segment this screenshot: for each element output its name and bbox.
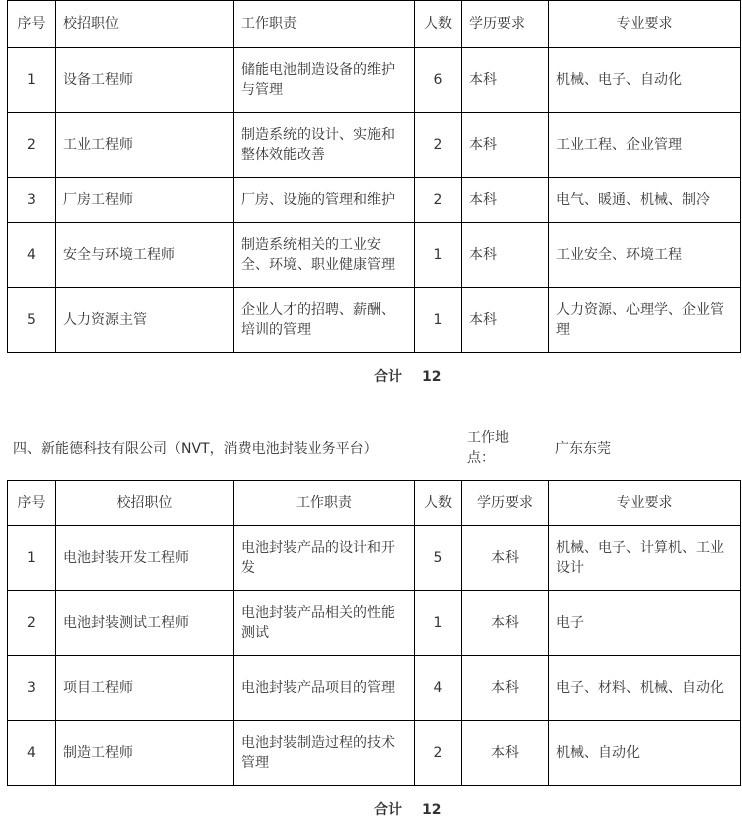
header-duty: 工作职责 [234,481,415,526]
header-major: 专业要求 [549,481,741,526]
row-count: 2 [415,178,462,223]
row-no: 4 [8,721,56,786]
row-education: 本科 [462,113,549,178]
company-title: 四、新能德科技有限公司（NVT，消费电池封装业务平台） [13,441,378,457]
row-position: 项目工程师 [56,656,234,721]
row-duty: 制造系统相关的工业安全、环境、职业健康管理 [234,223,415,288]
row-education: 本科 [462,288,549,353]
row-duty: 储能电池制造设备的维护与管理 [234,48,415,113]
row-no: 4 [8,223,56,288]
header-position: 校招职位 [56,481,234,526]
table-row [8,656,741,721]
row-count: 2 [415,113,462,178]
row-education: 本科 [462,223,549,288]
row-major: 工业安全、环境工程 [549,223,741,288]
total-value: 12 [422,802,442,818]
row-duty: 企业人才的招聘、薪酬、培训的管理 [234,288,415,353]
table-row [8,178,741,223]
row-major: 电子 [549,591,741,656]
total-value: 12 [422,369,442,385]
location-label: 工作地点： [467,430,509,466]
row-no: 3 [8,656,56,721]
row-position: 厂房工程师 [56,178,234,223]
table1-total [374,366,441,386]
row-major: 机械、电子、自动化 [549,48,741,113]
row-count: 6 [415,48,462,113]
row-no: 2 [8,113,56,178]
row-no: 3 [8,178,56,223]
table-row [8,526,741,591]
table-header-row [8,481,741,526]
row-position: 设备工程师 [56,48,234,113]
row-major: 工业工程、企业管理 [549,113,741,178]
header-education: 学历要求 [462,481,549,526]
row-major: 机械、电子、计算机、工业设计 [549,526,741,591]
row-no: 1 [8,48,56,113]
total-label: 合计 [374,369,402,385]
table-row [8,113,741,178]
row-count: 1 [415,591,462,656]
header-education: 学历要求 [462,1,549,48]
row-education: 本科 [462,48,549,113]
row-duty: 厂房、设施的管理和维护 [234,178,415,223]
header-position: 校招职位 [56,1,234,48]
row-education: 本科 [462,656,549,721]
table-row [8,721,741,786]
header-major: 专业要求 [549,1,741,48]
header-no: 序号 [8,481,56,526]
company-section-heading [13,428,738,468]
table-row [8,288,741,353]
header-duty: 工作职责 [234,1,415,48]
location-value: 广东东莞 [555,441,611,457]
row-education: 本科 [462,721,549,786]
row-count: 4 [415,656,462,721]
row-major: 电子、材料、机械、自动化 [549,656,741,721]
table-header-row [8,1,741,48]
row-duty: 电池封装产品的设计和开发 [234,526,415,591]
row-major: 人力资源、心理学、企业管理 [549,288,741,353]
row-position: 安全与环境工程师 [56,223,234,288]
row-education: 本科 [462,526,549,591]
row-major: 电气、暖通、机械、制冷 [549,178,741,223]
row-position: 人力资源主管 [56,288,234,353]
table2-total [374,799,441,819]
recruitment-table-1 [7,0,741,353]
row-duty: 电池封装产品项目的管理 [234,656,415,721]
header-no: 序号 [8,1,56,48]
row-no: 5 [8,288,56,353]
table-row [8,591,741,656]
header-count: 人数 [415,481,462,526]
row-count: 1 [415,288,462,353]
table-row [8,48,741,113]
header-count: 人数 [415,1,462,48]
row-no: 1 [8,526,56,591]
row-position: 制造工程师 [56,721,234,786]
row-count: 2 [415,721,462,786]
row-count: 5 [415,526,462,591]
row-count: 1 [415,223,462,288]
row-major: 机械、自动化 [549,721,741,786]
row-position: 工业工程师 [56,113,234,178]
row-duty: 电池封装产品相关的性能测试 [234,591,415,656]
row-duty: 电池封装制造过程的技术管理 [234,721,415,786]
table-row [8,223,741,288]
total-label: 合计 [374,802,402,818]
row-education: 本科 [462,591,549,656]
row-duty: 制造系统的设计、实施和整体效能改善 [234,113,415,178]
row-position: 电池封装开发工程师 [56,526,234,591]
row-education: 本科 [462,178,549,223]
recruitment-table-2 [7,480,741,786]
row-position: 电池封装测试工程师 [56,591,234,656]
row-no: 2 [8,591,56,656]
